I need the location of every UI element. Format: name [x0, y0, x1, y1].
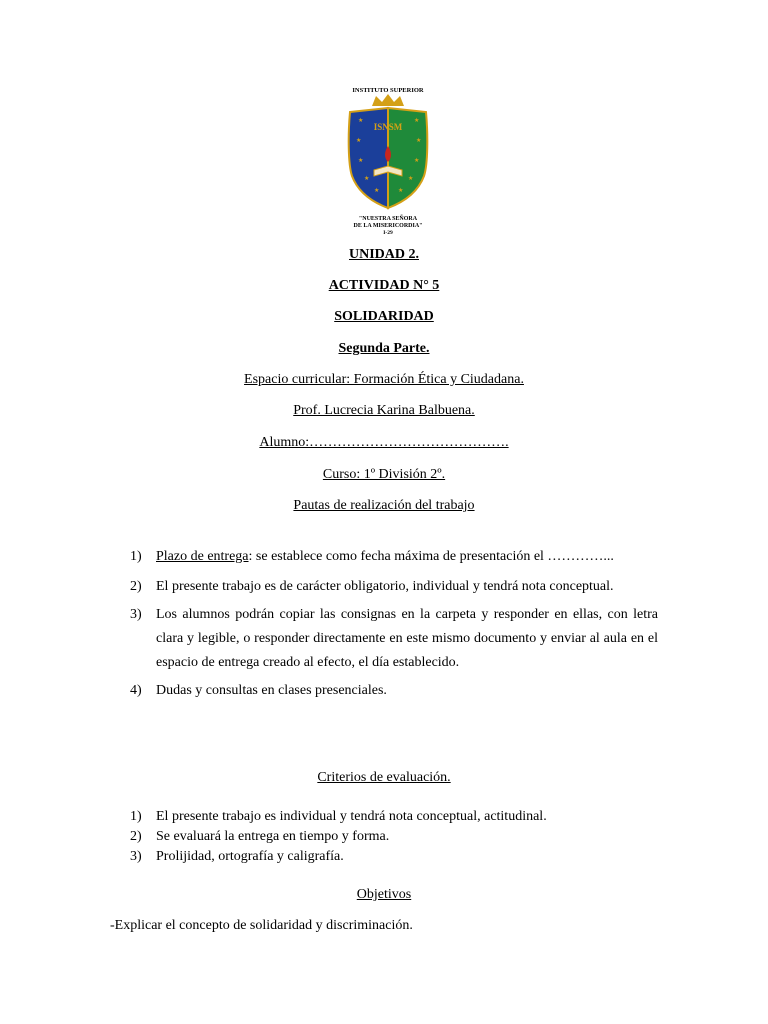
list-item — [130, 575, 658, 599]
svg-text:★: ★ — [408, 175, 414, 182]
svg-text:★: ★ — [414, 117, 420, 124]
list-item-text: Se evaluará la entrega en tiempo y forma. — [156, 829, 390, 844]
list-item-number: 2) — [130, 579, 142, 594]
student-line: Alumno:……………………………………. — [259, 435, 509, 450]
crest-motto-line2: DE LA MISERICORDIA" — [353, 223, 423, 229]
svg-text:★: ★ — [416, 137, 422, 144]
svg-text:★: ★ — [364, 175, 370, 182]
activity-title: ACTIVIDAD N° 5 — [328, 278, 440, 293]
list-item-text: Dudas y consultas en clases presenciales. — [156, 683, 387, 698]
svg-text:★: ★ — [398, 187, 404, 194]
crest-shield-icon — [344, 84, 432, 234]
list-item — [130, 603, 658, 675]
svg-text:★: ★ — [358, 117, 364, 124]
svg-text:★: ★ — [356, 137, 362, 144]
crest-code: I-29 — [383, 230, 393, 234]
part-title: Segunda Parte. — [338, 341, 430, 356]
list-item-number: 4) — [130, 683, 142, 698]
list-item-number: 1) — [130, 549, 142, 564]
crest-motto-line1: "NUESTRA SEÑORA — [358, 216, 418, 222]
criteria-list — [130, 807, 658, 867]
objectives-title: Objetivos — [356, 887, 412, 902]
list-item — [130, 827, 658, 847]
list-item-text: Los alumnos podrán copiar las consignas en la carpeta y responder en ellas, con letra clara y legible, o responder directamente en este mismo documento y enviar al aula en el espacio de entrega creado al efecto, el día establecido. — [156, 607, 658, 670]
list-item-text: El presente trabajo es individual y tendrá nota conceptual, actitudinal. — [156, 809, 547, 824]
guidelines-title: Pautas de realización del trabajo — [293, 498, 475, 513]
guidelines-list — [130, 545, 658, 703]
unit-title: UNIDAD 2. — [349, 247, 419, 262]
list-item-number: 3) — [130, 849, 142, 864]
institute-crest-logo — [344, 84, 432, 234]
list-item-number: 3) — [130, 607, 142, 622]
criteria-title: Criterios de evaluación. — [317, 770, 451, 785]
list-item — [130, 847, 658, 867]
list-item — [130, 545, 658, 569]
svg-text:★: ★ — [358, 157, 364, 164]
svg-text:★: ★ — [414, 157, 420, 164]
crest-acronym: ISNSM — [373, 122, 403, 132]
list-item-text: El presente trabajo es de carácter obligatorio, individual y tendrá nota conceptual. — [156, 579, 614, 594]
objective-item: -Explicar el concepto de solidaridad y discriminación. — [110, 918, 413, 933]
svg-text:★: ★ — [374, 187, 380, 194]
list-item-number: 2) — [130, 829, 142, 844]
crown-icon — [372, 94, 404, 106]
deadline-label: Plazo de entrega — [156, 549, 249, 564]
list-item — [130, 807, 658, 827]
list-item — [130, 679, 658, 703]
course-line: Curso: 1º División 2º. — [322, 467, 446, 482]
crest-top-text: INSTITUTO SUPERIOR — [352, 87, 424, 94]
list-item-text: Prolijidad, ortografía y caligrafía. — [156, 849, 344, 864]
topic-title: SOLIDARIDAD — [334, 309, 434, 324]
list-item-text: : se establece como fecha máxima de presentación el …………... — [248, 549, 614, 564]
subject-line: Espacio curricular: Formación Ética y Ciudadana. — [244, 372, 524, 387]
teacher-line: Prof. Lucrecia Karina Balbuena. — [293, 403, 475, 418]
list-item-number: 1) — [130, 809, 142, 824]
